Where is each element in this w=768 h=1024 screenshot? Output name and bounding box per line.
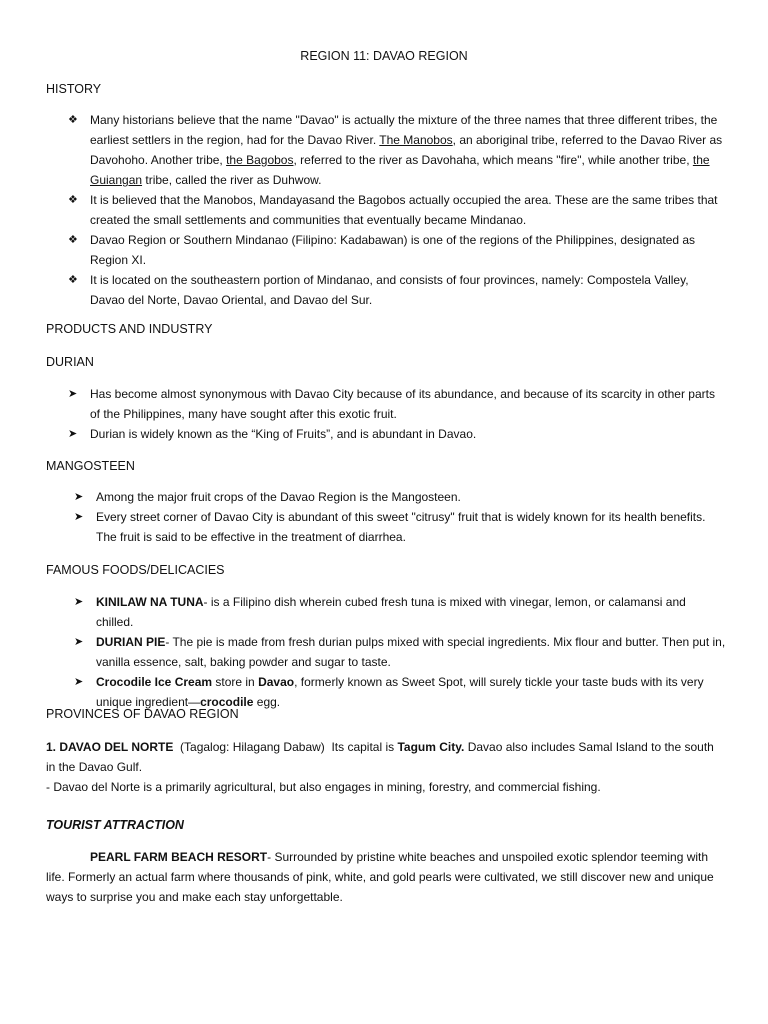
foods-heading: FAMOUS FOODS/DELICACIES [46,563,225,577]
pearl-farm-paragraph: PEARL FARM BEACH RESORT- Surrounded by pristine white beaches and unspoiled exotic splendor teeming with life. Formerly an actual farm where thousands of pink, white, and gold pearls were cultivated, we still discover new and unique ways to surprise you and make each stay unforgettable. [46,850,714,904]
durian-heading: DURIAN [46,355,94,369]
arrow-bullet-icon: ➤ [74,596,84,608]
products-heading: PRODUCTS AND INDUSTRY [46,322,213,336]
mangosteen-heading: MANGOSTEEN [46,459,135,473]
durian-list [68,384,726,444]
diamond-bullet-icon: ❖ [68,274,78,286]
link-manobos: The Manobos [379,133,453,147]
list-item: ➤ DURIAN PIE- The pie is made from fresh durian pulps mixed with special ingredients. Mix flour and butter. Then put in, vanilla essence, salt, baking powder and sugar to taste. [96,632,726,672]
history-list [68,110,726,310]
list-item: ➤ KINILAW NA TUNA- is a Filipino dish wherein cubed fresh tuna is mixed with vinegar, lemon, or calamansi and chilled. [96,592,726,632]
page-title: REGION 11: DAVAO REGION [300,49,468,63]
list-item: ➤ Among the major fruit crops of the Davao Region is the Mangosteen. [96,487,726,507]
list-item: ➤ Crocodile Ice Cream store in Davao, formerly known as Sweet Spot, will surely tickle your taste buds with its very unique ingredient—crocodile egg. [96,672,726,712]
arrow-bullet-icon: ➤ [68,428,78,440]
list-item: ➤ Has become almost synonymous with Davao City because of its abundance, and because of its scarcity in other parts of the Philippines, many have sought after this exotic fruit. [90,384,726,424]
arrow-bullet-icon: ➤ [74,676,84,688]
list-item: ❖ Many historians believe that the name "Davao" is actually the mixture of the three names that three different tribes, the earliest settlers in the region, had for the Davao River. The Manobos, an aboriginal tribe, referred to the Davao River as Davohoho. Another tribe, the Bagobos, referred to the river as Davohaha, which means "fire", while another tribe, the Guiangan tribe, called the river as Duhwow. [90,110,726,190]
tourist-attraction-heading: TOURIST ATTRACTION [46,818,184,832]
history-heading: HISTORY [46,82,102,96]
list-item: ❖ Davao Region or Southern Mindanao (Filipino: Kadabawan) is one of the regions of the Philippines, designated as Region XI. [90,230,726,270]
arrow-bullet-icon: ➤ [74,636,84,648]
list-item: ❖ It is believed that the Manobos, Mandayasand the Bagobos actually occupied the area. These are the same tribes that created the small settlements and communities that eventually became Mindanao. [90,190,726,230]
link-bagobos: the Bagobos [226,153,294,167]
list-item: ➤ Every street corner of Davao City is abundant of this sweet "citrusy" fruit that is widely known for its health benefits. The fruit is said to be effective in the treatment of diarrhea. [96,507,726,547]
davao-del-norte-paragraph: 1. DAVAO DEL NORTE (Tagalog: Hilagang Dabaw) Its capital is Tagum City. Davao also includes Samal Island to the south in the Davao Gulf. - Davao del Norte is a primarily agricultural, but also engages in mining, forestry, and commercial fishing. [46,737,726,797]
mangosteen-list [74,487,726,547]
davao-del-norte-note: - Davao del Norte is a primarily agricultural, but also engages in mining, forestry, and commercial fishing. [46,780,601,794]
list-item: ➤ Durian is widely known as the “King of Fruits”, and is abundant in Davao. [90,424,726,444]
diamond-bullet-icon: ❖ [68,194,78,206]
arrow-bullet-icon: ➤ [68,388,78,400]
foods-list [74,592,726,712]
arrow-bullet-icon: ➤ [74,511,84,523]
list-item: ❖ It is located on the southeastern portion of Mindanao, and consists of four provinces, namely: Compostela Valley, Davao del Norte, Davao Oriental, and Davao del Sur. [90,270,726,310]
provinces-heading: PROVINCES OF DAVAO REGION [46,707,239,721]
link-guiangan: the Guiangan [90,153,710,187]
arrow-bullet-icon: ➤ [74,491,84,503]
diamond-bullet-icon: ❖ [68,114,78,126]
diamond-bullet-icon: ❖ [68,234,78,246]
